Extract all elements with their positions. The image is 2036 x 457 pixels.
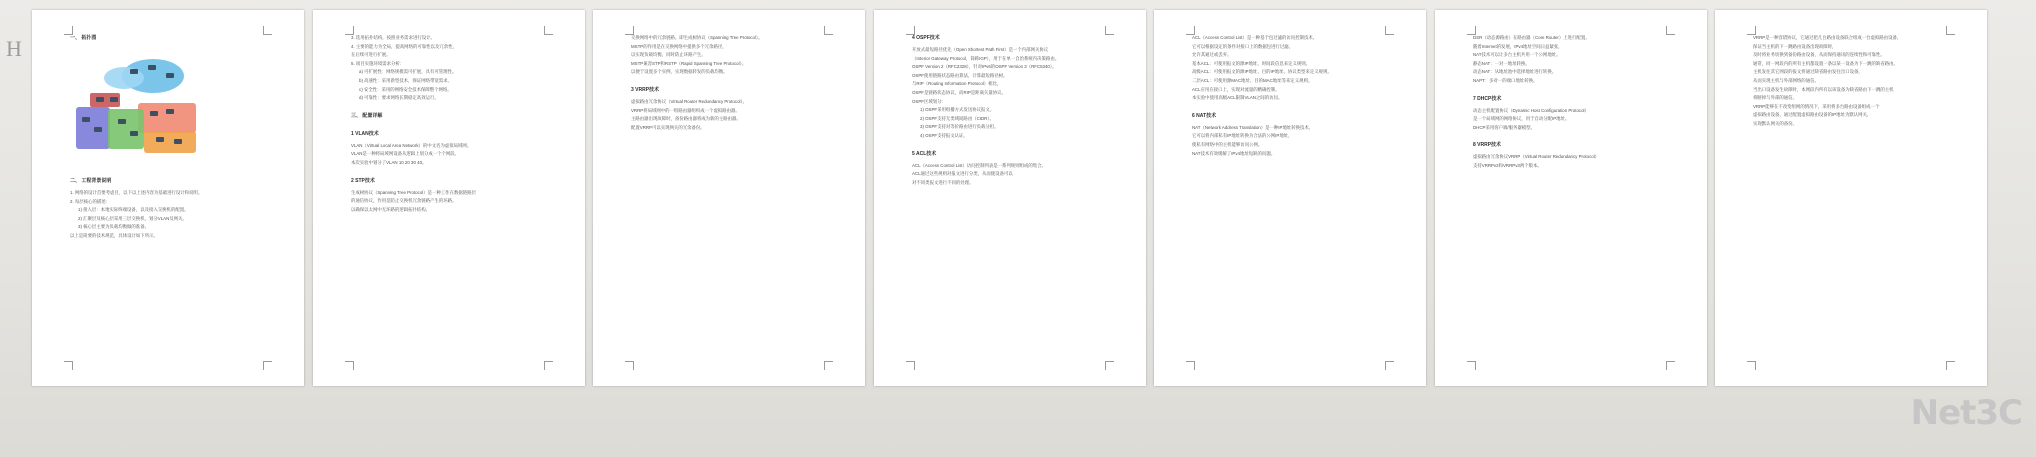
body-paragraph-line: 主机发往其它网段的报文将通过缺省路由发往出口设备，	[1753, 69, 1863, 75]
network-device-icon	[110, 97, 118, 102]
page-corner-mark	[906, 361, 915, 370]
body-paragraph-line: 基本ACL：可使用报文的源IP地址、时间段信息来定义规则。	[1192, 60, 1311, 66]
body-paragraph-line: ACL通过这些规则对报文进行分类，从而使设备可以	[912, 171, 1013, 177]
body-paragraph-line: 它可以将内部私有IP地址转换为合法的公网IP地址，	[1192, 133, 1293, 139]
document-page[interactable]	[32, 10, 304, 386]
page-text-content	[70, 34, 270, 241]
page-corner-mark	[1946, 361, 1955, 370]
section-heading: 三、 配置详解	[351, 112, 383, 119]
page-corner-mark	[544, 361, 553, 370]
server-zone	[138, 103, 196, 133]
cloud-left-zone	[104, 67, 144, 89]
body-paragraph-line: 3) OSPF支持对等价路由进行负载分担。	[920, 124, 999, 130]
document-page[interactable]	[1154, 10, 1426, 386]
body-paragraph-line: OSPF是链路状态协议，而RIP是距离矢量协议。	[912, 89, 1006, 95]
body-paragraph-line: VRRP将局域网中的一组路由器组织成一个虚拟路由器。	[631, 107, 740, 113]
page-text-content	[1473, 34, 1673, 171]
page-corner-mark	[1467, 361, 1476, 370]
body-paragraph-line: 2) 汇聚层及核心层采用三层交换机，划分VLAN及网关。	[78, 215, 187, 221]
department-c-zone	[144, 131, 196, 153]
body-paragraph-line: 1. 网络的设计首要考虑目，以下以上述内容为基础进行设计和说明。	[70, 190, 203, 195]
body-paragraph-line: 1) OSPF采用组播方式发送协议报文。	[920, 107, 995, 113]
network-device-icon	[150, 111, 158, 116]
page-text-content	[351, 34, 551, 214]
body-paragraph-line: 交换网络中的冗余链路。即生成树协议（Spanning Tree Protocol）。	[631, 35, 763, 40]
body-paragraph-line: OSPF使用链路状态路由算法，计算最短路径树。	[912, 72, 1008, 78]
body-paragraph-line: ACL（Access Control List）访问控制列表是一系列规则组成的集合。	[912, 162, 1046, 168]
body-paragraph-line: 实现默认网关的备份。	[1753, 120, 1797, 126]
heading-navigation-icon[interactable]: H	[6, 36, 22, 61]
section-heading: 3 VRRP技术	[631, 86, 660, 93]
page-text-content	[1753, 34, 1953, 129]
body-paragraph-line: NAT技术可以让多台主机共用一个公网地址。	[1473, 52, 1561, 58]
body-paragraph-line: 4. 主要的能力为全局，提高网络的可靠性以及冗余性，	[351, 43, 457, 49]
body-paragraph-line: 保证当主机的下一跳路由设备出现故障时，	[1753, 43, 1837, 49]
net3c-watermark-logo: Net3C	[1910, 393, 2022, 433]
body-paragraph-line: 开放式最短路径优先（Open Shortest Path First）是一个内部网关协议	[912, 47, 1049, 52]
body-paragraph-line: VRRP能够在不改变组网的情况下，采用将多台路由设备组成一个	[1753, 103, 1880, 109]
body-paragraph-line: NAT（Network Address Translation）是一种IP地址转换技术，	[1192, 124, 1314, 130]
network-device-icon	[130, 131, 138, 136]
page-corner-mark	[625, 361, 634, 370]
body-paragraph-line: 它可以根据设定的条件对接口上的数据包进行过滤，	[1192, 43, 1293, 49]
page-corner-mark	[1105, 361, 1114, 370]
body-paragraph-line: d) 可靠性：要求网络长期稳定高效运行。	[359, 95, 439, 101]
body-paragraph-line: 5. 项目实施环境需求分析：	[351, 60, 405, 66]
body-paragraph-line: 1) 接入层：本地实际终端设备，以及接入交换机的配置。	[78, 207, 189, 213]
body-paragraph-line: 动态NAT：从地址池中选择地址进行转换。	[1473, 69, 1557, 75]
network-device-icon	[82, 117, 90, 122]
body-paragraph-line: 对不同类报文进行不同的处理。	[912, 179, 974, 185]
page-corner-mark	[1666, 361, 1675, 370]
body-paragraph-line: 在后续可进行扩展。	[351, 52, 391, 58]
body-paragraph-line: 以确保以太网中无环路的逻辑拓扑结构。	[351, 206, 431, 212]
page-text-content	[1192, 34, 1392, 158]
network-device-icon	[148, 65, 156, 70]
network-device-icon	[174, 139, 182, 144]
body-paragraph-line: 3) 核心层主要为负载均衡做的准备。	[78, 224, 149, 230]
body-paragraph-line: 高级ACL：可使用报文的源IP地址、目的IP地址、协议类型来定义规则。	[1192, 69, 1332, 75]
body-paragraph-line: 2. 每层核心的描述:	[70, 198, 107, 204]
body-paragraph-line: 的通信协议，作用是防止交换机冗余链路产生的环路。	[351, 198, 457, 204]
section-heading: 二、 工程背景说明	[70, 178, 112, 184]
body-paragraph-line: MSTP的作用是在交换网络中提供多个冗余路径，	[631, 43, 727, 49]
body-paragraph-line: VLAN是一种将局域网设备从逻辑上划分成一个个网段。	[351, 151, 460, 157]
section-heading: 一、 拓扑图	[70, 35, 97, 41]
section-heading: 1 VLAN技术	[351, 130, 379, 137]
body-paragraph-line: ACL应用在接口上，实现对流量的精确控制。	[1192, 86, 1280, 92]
body-paragraph-line: 二层ACL：可使用源MAC地址、目的MAC地址等来定义规则。	[1192, 77, 1313, 83]
body-paragraph-line: 本次实验中划分了VLAN 10 20 30 40。	[351, 159, 427, 165]
department-a-zone	[76, 107, 110, 149]
network-device-icon	[94, 127, 102, 132]
body-paragraph-line: b) 高速性：采用新型技术，保证网络带宽需求。	[359, 77, 452, 83]
body-paragraph-line: 虚拟路由冗余协议（Virtual Router Redundancy Protocol）。	[631, 98, 748, 104]
body-paragraph-line: 生成树协议（Spanning Tree Protocol）是一种工作在数据链路层	[351, 189, 476, 195]
network-device-icon	[96, 97, 104, 102]
body-paragraph-line: 当出口设备发生故障时，本网段内所有以该设备为缺省路由下一跳的主机	[1753, 86, 1894, 92]
body-paragraph-line: 4) OSPF支持报文认证。	[920, 132, 968, 138]
department-b-zone	[108, 109, 144, 149]
network-device-icon	[130, 69, 138, 74]
page-corner-mark	[1747, 361, 1756, 370]
document-page[interactable]	[1715, 10, 1987, 386]
page-corner-mark	[263, 361, 272, 370]
body-paragraph-line: 随着Internet的发展，IPv4地址空间日益紧张，	[1473, 43, 1563, 49]
page-corner-mark	[64, 361, 73, 370]
page-text-content	[631, 34, 831, 132]
body-paragraph-line: 通常，同一网段内的所有主机都设置一条以某一设备为下一跳的缺省路由。	[1753, 60, 1898, 66]
section-heading: 8 VRRP技术	[1473, 142, 1502, 149]
body-paragraph-line: OSPF区域划分：	[912, 98, 946, 104]
body-paragraph-line: c) 安全性：采用的网络安全技术保障整个网络。	[359, 86, 452, 92]
section-heading: 5 ACL技术	[912, 150, 937, 157]
document-page[interactable]	[313, 10, 585, 386]
body-paragraph-line: 静态NAT：一对一地址转换。	[1473, 60, 1530, 66]
body-paragraph-line: NAT技术有效缓解了IPv4地址短缺的问题。	[1192, 150, 1276, 156]
body-paragraph-line: 与RIP（Routing Information Protocol）相比，	[912, 81, 1002, 87]
page-text-content	[912, 34, 1112, 187]
body-paragraph-line: NAPT：多对一的端口地址转换。	[1473, 77, 1538, 83]
body-paragraph-line: a) 可扩展性：网络规模需可扩展，具有可管理性。	[359, 69, 457, 75]
body-paragraph-line: VRRP是一种容错协议，它通过把几台路由设备联合组成一台虚拟路由设备，	[1753, 35, 1902, 40]
page-corner-mark	[1186, 361, 1195, 370]
body-paragraph-line: 支持VRRPv2和VRRPv3两个版本。	[1473, 162, 1542, 168]
body-paragraph-line: OSPF Version 2（RFC2328），针对IPv6的OSPF Version 3（RFC5340）。	[912, 64, 1057, 70]
body-paragraph-line: 动态主机配置协议（Dynamic Host Configuration Protocol）	[1473, 107, 1589, 113]
page-corner-mark	[345, 361, 354, 370]
body-paragraph-line: （Interior Gateway Protocol，简称IGP），用于在单一自治系统内决策路由。	[912, 55, 1060, 61]
body-paragraph-line: 配置VRRP可以实现网关的冗余备份。	[631, 124, 705, 130]
body-paragraph-line: 虚拟路由设备，通过配置虚拟路由设备的IP地址为默认网关，	[1753, 112, 1872, 118]
body-paragraph-line: 以便于设置多个实例，实现数据转发的负载均衡。	[631, 69, 728, 75]
network-device-icon	[118, 119, 126, 124]
section-heading: 7 DHCP技术	[1473, 95, 1502, 102]
body-paragraph-line: ACL（Access Control List）是一种基于包过滤的访问控制技术，	[1192, 35, 1318, 40]
section-heading: 4 OSPF技术	[912, 35, 940, 41]
body-paragraph-line: VLAN（Virtual Local Area Network）的中文名为虚拟局域网。	[351, 142, 472, 148]
network-device-icon	[166, 109, 174, 114]
body-paragraph-line: 2) OSPF支持无类域间路由（CIDR）。	[920, 115, 994, 121]
body-paragraph-line: 虚拟路由冗余协议VRRP（Virtual Router Redundancy Protocol）	[1473, 154, 1600, 160]
page-corner-mark	[1385, 361, 1394, 370]
document-page[interactable]	[874, 10, 1146, 386]
body-paragraph-line: 使私有网络中的主机能够访问公网。	[1192, 141, 1263, 147]
document-page[interactable]	[1435, 10, 1707, 386]
page-corner-mark	[824, 361, 833, 370]
body-paragraph-line: DHCP采用客户端/服务器模型。	[1473, 124, 1535, 130]
body-paragraph-line: 从而实现主机与外部网络的通信。	[1753, 77, 1819, 83]
document-page[interactable]	[593, 10, 865, 386]
network-topology-diagram	[74, 57, 202, 157]
section-heading: 2 STP技术	[351, 177, 375, 184]
body-paragraph-line: 以上是简要的技术规范，具体设计如下所示。	[70, 232, 158, 238]
body-paragraph-line: 及时将业务切换到备份路由设备，从而保持通讯的连续性和可靠性。	[1753, 52, 1885, 58]
network-device-icon	[166, 73, 174, 78]
body-paragraph-line: DSR（动态源路由）在路由器（Core Router）上进行配置。	[1473, 35, 1590, 40]
body-paragraph-line: 允许其通过或丢弃。	[1192, 52, 1232, 58]
body-paragraph-line: 将断掉与外部的通信。	[1753, 95, 1797, 101]
body-paragraph-line: 3. 选用拓扑结构，按照业务需求进行设计。	[351, 35, 435, 40]
body-paragraph-line: 以实现负载均衡，同时防止环路产生。	[631, 52, 706, 58]
body-paragraph-line: 是一个局域网的网络协议，用于自动分配IP地址。	[1473, 116, 1570, 122]
body-paragraph-line: 本实验中使用高级ACL限制VLAN之间的访问。	[1192, 95, 1283, 101]
section-heading: 6 NAT技术	[1192, 112, 1217, 119]
body-paragraph-line: MSTP兼容STP和RSTP（Rapid Spanning Tree Protocol）。	[631, 60, 747, 66]
body-paragraph-line: 主路由器出现故障时，备份路由器将成为新的主路由器。	[631, 116, 741, 122]
network-device-icon	[156, 137, 164, 142]
